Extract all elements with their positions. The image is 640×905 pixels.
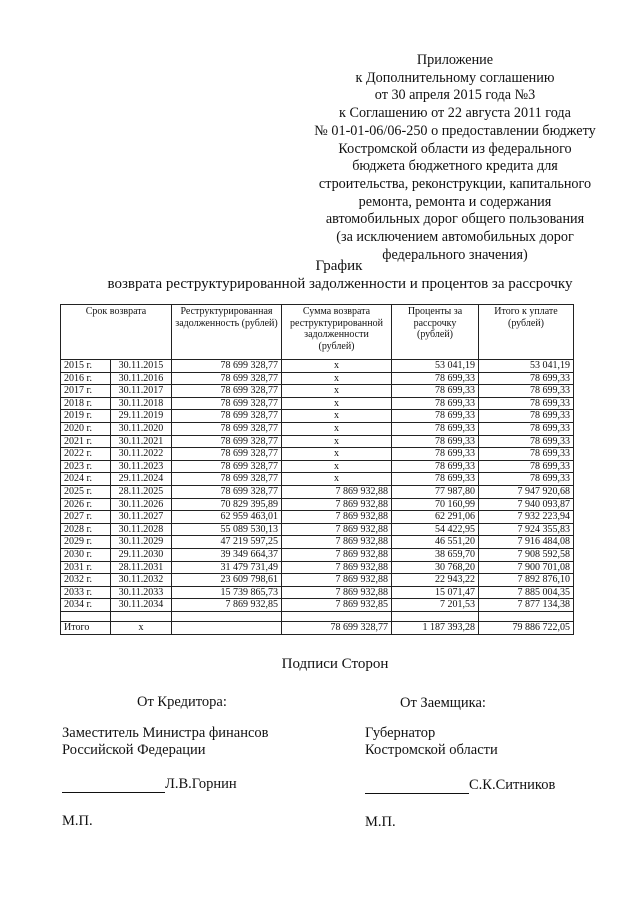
schedule-total: 7 932 223,94 xyxy=(479,511,574,524)
total-row xyxy=(61,621,574,634)
schedule-interest: 78 699,33 xyxy=(392,435,479,448)
appendix-line: федерального значения) xyxy=(382,246,528,263)
header-restructured-debt: Реструктурированная задолженность (рублей) xyxy=(172,305,282,360)
schedule-total: 7 892 876,10 xyxy=(479,574,574,587)
borrower-signature-block xyxy=(365,694,605,831)
schedule-interest: 77 987,80 xyxy=(392,485,479,498)
creditor-signature-line xyxy=(62,775,322,793)
schedule-interest: 78 699,33 xyxy=(392,422,479,435)
borrower-name: С.К.Ситников xyxy=(469,777,556,793)
borrower-position-line2: Костромской области xyxy=(365,742,498,758)
schedule-interest: 78 699,33 xyxy=(392,372,479,385)
schedule-debt: 78 699 328,77 xyxy=(172,473,282,486)
schedule-total: 7 877 134,38 xyxy=(479,599,574,612)
borrower-heading: От Заемщика: xyxy=(400,695,486,711)
borrower-position-line1: Губернатор xyxy=(365,725,436,741)
total-label: Итого xyxy=(61,621,111,634)
schedule-debt: 31 479 731,49 xyxy=(172,561,282,574)
creditor-position-line1: Заместитель Министра финансов xyxy=(62,725,269,741)
schedule-repay: 7 869 932,88 xyxy=(282,511,392,524)
schedule-debt: 78 699 328,77 xyxy=(172,435,282,448)
title-subtitle: возврата реструктурированной задолженности и процентов за рассрочку xyxy=(107,276,573,292)
schedule-debt: 7 869 932,85 xyxy=(172,599,282,612)
total-sum: 79 886 722,05 xyxy=(479,621,574,634)
table-row xyxy=(61,511,574,524)
schedule-interest: 78 699,33 xyxy=(392,410,479,423)
table-row xyxy=(61,372,574,385)
schedule-repay: x xyxy=(282,435,392,448)
schedule-repay: 7 869 932,88 xyxy=(282,586,392,599)
schedule-interest: 7 201,53 xyxy=(392,599,479,612)
table-row xyxy=(61,498,574,511)
creditor-heading: От Кредитора: xyxy=(137,694,227,710)
schedule-debt: 70 829 395,89 xyxy=(172,498,282,511)
schedule-date: 29.11.2030 xyxy=(111,548,172,561)
schedule-total: 78 699,33 xyxy=(479,473,574,486)
schedule-year: 2030 г. xyxy=(61,548,111,561)
signatures-title: Подписи Сторон xyxy=(281,656,389,672)
schedule-debt: 23 609 798,61 xyxy=(172,574,282,587)
schedule-total: 7 924 355,83 xyxy=(479,523,574,536)
schedule-total: 7 947 920,68 xyxy=(479,485,574,498)
schedule-total: 78 699,33 xyxy=(479,397,574,410)
schedule-date: 30.11.2028 xyxy=(111,523,172,536)
schedule-total: 7 908 592,58 xyxy=(479,548,574,561)
schedule-year: 2023 г. xyxy=(61,460,111,473)
schedule-date: 30.11.2016 xyxy=(111,372,172,385)
schedule-repay: x xyxy=(282,360,392,373)
schedule-interest: 54 422,95 xyxy=(392,523,479,536)
schedule-interest: 38 659,70 xyxy=(392,548,479,561)
schedule-year: 2025 г. xyxy=(61,485,111,498)
total-interest: 1 187 393,28 xyxy=(392,621,479,634)
appendix-line: к Соглашению от 22 августа 2011 года xyxy=(339,105,571,122)
schedule-debt: 55 089 530,13 xyxy=(172,523,282,536)
schedule-year: 2028 г. xyxy=(61,523,111,536)
schedule-repay: 7 869 932,88 xyxy=(282,561,392,574)
header-interest: Проценты за рассрочку (рублей) xyxy=(392,305,479,360)
schedule-debt: 78 699 328,77 xyxy=(172,410,282,423)
table-row xyxy=(61,460,574,473)
schedule-debt: 78 699 328,77 xyxy=(172,372,282,385)
borrower-stamp-place: М.П. xyxy=(365,814,396,830)
table-row xyxy=(61,523,574,536)
table-row xyxy=(61,448,574,461)
schedule-year: 2032 г. xyxy=(61,574,111,587)
schedule-year: 2033 г. xyxy=(61,586,111,599)
appendix-header xyxy=(300,52,610,264)
schedule-debt: 78 699 328,77 xyxy=(172,448,282,461)
repayment-schedule-table xyxy=(60,304,574,635)
schedule-debt: 78 699 328,77 xyxy=(172,360,282,373)
schedule-repay: x xyxy=(282,448,392,461)
schedule-interest: 78 699,33 xyxy=(392,473,479,486)
schedule-interest: 78 699,33 xyxy=(392,397,479,410)
schedule-date: 29.11.2019 xyxy=(111,410,172,423)
schedule-repay: x xyxy=(282,410,392,423)
creditor-stamp-place: М.П. xyxy=(62,813,93,829)
table-row xyxy=(61,586,574,599)
schedule-debt: 78 699 328,77 xyxy=(172,485,282,498)
total-repay: 78 699 328,77 xyxy=(282,621,392,634)
schedule-year: 2019 г. xyxy=(61,410,111,423)
header-repayment-amount: Сумма возврата реструктурированной задолженности (рублей) xyxy=(282,305,392,360)
schedule-date: 30.11.2015 xyxy=(111,360,172,373)
blank-row xyxy=(61,611,574,621)
schedule-total: 7 885 004,35 xyxy=(479,586,574,599)
schedule-total: 78 699,33 xyxy=(479,372,574,385)
schedule-year: 2029 г. xyxy=(61,536,111,549)
schedule-year: 2016 г. xyxy=(61,372,111,385)
schedule-year: 2024 г. xyxy=(61,473,111,486)
schedule-year: 2026 г. xyxy=(61,498,111,511)
schedule-year: 2015 г. xyxy=(61,360,111,373)
header-total-due: Итого к уплате (рублей) xyxy=(479,305,574,360)
schedule-debt: 15 739 865,73 xyxy=(172,586,282,599)
schedule-interest: 70 160,99 xyxy=(392,498,479,511)
appendix-line: к Дополнительному соглашению xyxy=(355,69,555,86)
schedule-total: 78 699,33 xyxy=(479,460,574,473)
schedule-total: 53 041,19 xyxy=(479,360,574,373)
schedule-date: 30.11.2029 xyxy=(111,536,172,549)
schedule-year: 2022 г. xyxy=(61,448,111,461)
schedule-interest: 62 291,06 xyxy=(392,511,479,524)
table-row xyxy=(61,385,574,398)
header-due-date: Срок возврата xyxy=(61,305,172,360)
table-row xyxy=(61,422,574,435)
schedule-total: 7 900 701,08 xyxy=(479,561,574,574)
schedule-debt: 47 219 597,25 xyxy=(172,536,282,549)
schedule-debt: 78 699 328,77 xyxy=(172,422,282,435)
schedule-debt: 78 699 328,77 xyxy=(172,385,282,398)
schedule-interest: 53 041,19 xyxy=(392,360,479,373)
schedule-total: 7 940 093,87 xyxy=(479,498,574,511)
signature-underline xyxy=(365,776,469,794)
schedule-date: 29.11.2024 xyxy=(111,473,172,486)
schedule-year: 2021 г. xyxy=(61,435,111,448)
schedule-total: 78 699,33 xyxy=(479,435,574,448)
appendix-line: (за исключением автомобильных дорог xyxy=(336,229,574,246)
appendix-line: от 30 апреля 2015 года №3 xyxy=(374,87,536,104)
schedule-date: 28.11.2025 xyxy=(111,485,172,498)
schedule-date: 30.11.2022 xyxy=(111,448,172,461)
table-row xyxy=(61,397,574,410)
schedule-debt: 78 699 328,77 xyxy=(172,397,282,410)
table-row xyxy=(61,599,574,612)
table-row xyxy=(61,536,574,549)
schedule-total: 78 699,33 xyxy=(479,385,574,398)
schedule-repay: x xyxy=(282,422,392,435)
table-row xyxy=(61,360,574,373)
schedule-interest: 15 071,47 xyxy=(392,586,479,599)
schedule-interest: 22 943,22 xyxy=(392,574,479,587)
schedule-total: 78 699,33 xyxy=(479,410,574,423)
appendix-line: строительства, реконструкции, капитального xyxy=(318,175,592,192)
schedule-repay: x xyxy=(282,372,392,385)
creditor-name: Л.В.Горнин xyxy=(165,776,237,792)
schedule-repay: x xyxy=(282,397,392,410)
schedule-interest: 78 699,33 xyxy=(392,460,479,473)
schedule-repay: 7 869 932,88 xyxy=(282,523,392,536)
schedule-date: 30.11.2026 xyxy=(111,498,172,511)
table-row xyxy=(61,574,574,587)
schedule-year: 2020 г. xyxy=(61,422,111,435)
schedule-repay: x xyxy=(282,385,392,398)
schedule-date: 30.11.2018 xyxy=(111,397,172,410)
schedule-total: 78 699,33 xyxy=(479,422,574,435)
schedule-year: 2017 г. xyxy=(61,385,111,398)
schedule-debt: 62 959 463,01 xyxy=(172,511,282,524)
schedule-debt: 78 699 328,77 xyxy=(172,460,282,473)
title-main: График xyxy=(315,258,363,274)
schedule-interest: 30 768,20 xyxy=(392,561,479,574)
creditor-position-line2: Российской Федерации xyxy=(62,742,206,758)
table-row xyxy=(61,485,574,498)
schedule-date: 30.11.2021 xyxy=(111,435,172,448)
schedule-interest: 78 699,33 xyxy=(392,385,479,398)
signature-underline xyxy=(62,775,165,793)
schedule-repay: 7 869 932,88 xyxy=(282,536,392,549)
schedule-repay: 7 869 932,88 xyxy=(282,498,392,511)
schedule-repay: 7 869 932,88 xyxy=(282,485,392,498)
schedule-total: 78 699,33 xyxy=(479,448,574,461)
schedule-interest: 46 551,20 xyxy=(392,536,479,549)
table-row xyxy=(61,473,574,486)
schedule-date: 30.11.2020 xyxy=(111,422,172,435)
document-title xyxy=(0,258,640,293)
schedule-debt: 39 349 664,37 xyxy=(172,548,282,561)
appendix-line: Костромской области из федерального xyxy=(338,140,572,157)
total-date: x xyxy=(111,621,172,634)
schedule-date: 30.11.2033 xyxy=(111,586,172,599)
appendix-line: автомобильных дорог общего пользования xyxy=(325,211,585,228)
table-header-row xyxy=(61,305,574,360)
table-row xyxy=(61,435,574,448)
schedule-year: 2027 г. xyxy=(61,511,111,524)
schedule-date: 30.11.2034 xyxy=(111,599,172,612)
schedule-date: 30.11.2027 xyxy=(111,511,172,524)
schedule-year: 2034 г. xyxy=(61,599,111,612)
schedule-year: 2018 г. xyxy=(61,397,111,410)
schedule-date: 30.11.2023 xyxy=(111,460,172,473)
schedule-total: 7 916 484,08 xyxy=(479,536,574,549)
schedule-year: 2031 г. xyxy=(61,561,111,574)
appendix-line: бюджета бюджетного кредита для xyxy=(352,158,558,175)
table-row xyxy=(61,410,574,423)
appendix-line: № 01-01-06/06-250 о предоставлении бюджету xyxy=(314,122,596,139)
total-debt xyxy=(172,621,282,634)
schedule-repay: 7 869 932,85 xyxy=(282,599,392,612)
appendix-line: ремонта, ремонта и содержания xyxy=(358,193,552,210)
borrower-signature-line xyxy=(365,776,605,794)
appendix-line: Приложение xyxy=(416,52,494,68)
schedule-interest: 78 699,33 xyxy=(392,448,479,461)
schedule-date: 30.11.2032 xyxy=(111,574,172,587)
schedule-repay: 7 869 932,88 xyxy=(282,548,392,561)
creditor-signature-block xyxy=(62,694,322,830)
schedule-repay: x xyxy=(282,460,392,473)
table-row xyxy=(61,548,574,561)
schedule-repay: 7 869 932,88 xyxy=(282,574,392,587)
table-row xyxy=(61,561,574,574)
schedule-date: 30.11.2017 xyxy=(111,385,172,398)
schedule-date: 28.11.2031 xyxy=(111,561,172,574)
schedule-repay: x xyxy=(282,473,392,486)
